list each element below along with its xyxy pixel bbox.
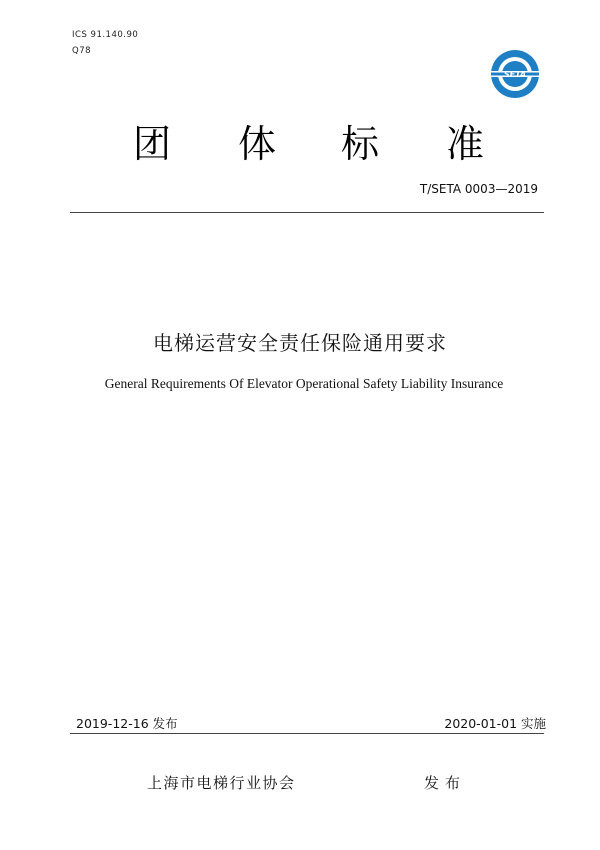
title-chinese: 电梯运营安全责任保险通用要求 bbox=[153, 331, 447, 355]
standard-type-heading bbox=[133, 118, 503, 178]
footer-divider bbox=[70, 733, 544, 734]
standard-number: T/SETA 0003—2019 bbox=[419, 182, 538, 196]
standard-type-char: 体 bbox=[238, 122, 277, 166]
header-divider bbox=[70, 212, 544, 213]
logo-text: SETA bbox=[503, 70, 527, 79]
seta-logo bbox=[489, 48, 541, 100]
issue-label: 发布 bbox=[424, 774, 467, 792]
implementation-date: 2020-01-01 实施 bbox=[444, 716, 546, 731]
standard-type-char: 准 bbox=[446, 122, 485, 166]
issue-date: 2019-12-16 发布 bbox=[76, 716, 178, 731]
ics-code: ICS 91.140.90 bbox=[72, 30, 139, 40]
standard-type-char: 标 bbox=[341, 122, 380, 166]
issuer-name: 上海市电梯行业协会 bbox=[147, 774, 296, 792]
title-english: General Requirements Of Elevator Operational Safety Liability Insurance bbox=[104, 376, 504, 391]
ccs-code: Q78 bbox=[72, 46, 92, 56]
standard-type-char: 团 bbox=[133, 122, 172, 166]
